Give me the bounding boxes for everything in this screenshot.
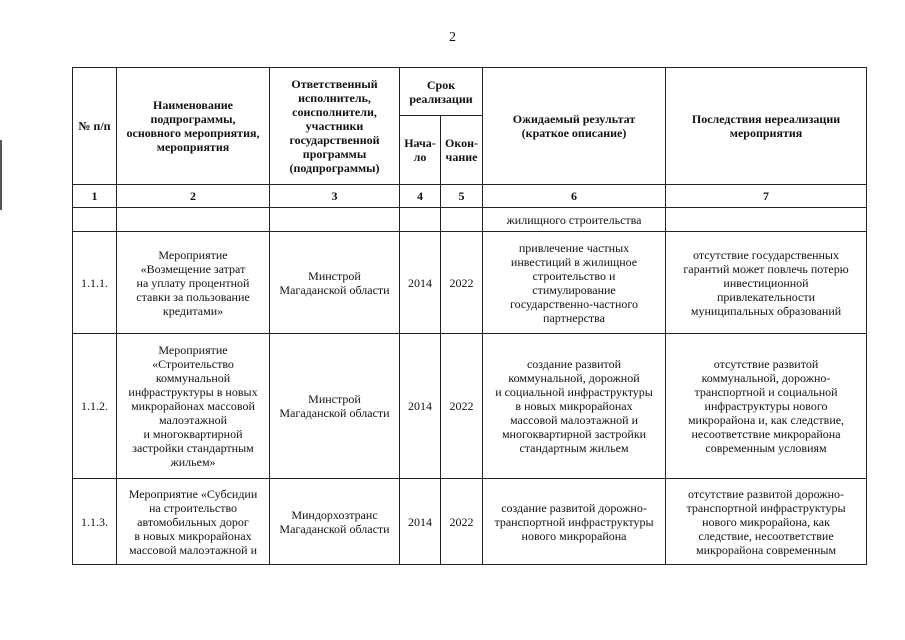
- header-term: Срок реализации: [400, 68, 483, 116]
- row-consequences: отсутствие государственных гарантий может повлечь потерю инвестиционной привлекательности муниципальных образований: [666, 232, 867, 334]
- row-result: привлечение частных инвестиций в жилищное строительство и стимулирование государственно-частного партнерства: [483, 232, 666, 334]
- row-end: 2022: [441, 232, 483, 334]
- header-result: Ожидаемый результат (краткое описание): [483, 68, 666, 185]
- column-number: 2: [117, 185, 270, 208]
- column-numbers-row: [73, 185, 867, 208]
- column-number: 1: [73, 185, 117, 208]
- table-row: [73, 232, 867, 334]
- margin-mark: [0, 140, 2, 210]
- column-number: 3: [270, 185, 400, 208]
- row-num: 1.1.1.: [73, 232, 117, 334]
- row-responsible: Минстрой Магаданской области: [270, 232, 400, 334]
- column-number: 5: [441, 185, 483, 208]
- row-consequences: отсутствие развитой дорожно- транспортной инфраструктуры нового микрорайона, как следствие, несоответствие микрорайона современным: [666, 479, 867, 565]
- table-row: [73, 479, 867, 565]
- row-num: 1.1.3.: [73, 479, 117, 565]
- column-number: 6: [483, 185, 666, 208]
- header-responsible: Ответственный исполнитель, соисполнители, участники государственной программы (подпрограммы): [270, 68, 400, 185]
- header-name: Наименование подпрограммы, основного мероприятия, мероприятия: [117, 68, 270, 185]
- column-number: 4: [400, 185, 441, 208]
- row-start: 2014: [400, 479, 441, 565]
- column-number: 7: [666, 185, 867, 208]
- header-start: Нача- ло: [400, 116, 441, 185]
- row-end: 2022: [441, 479, 483, 565]
- row-name: Мероприятие «Возмещение затрат на уплату процентной ставки за пользование кредитами»: [117, 232, 270, 334]
- header-end: Окон- чание: [441, 116, 483, 185]
- row-result: создание развитой дорожно- транспортной инфраструктуры нового микрорайона: [483, 479, 666, 565]
- row-consequences: отсутствие развитой коммунальной, дорожно- транспортной и социальной инфраструктуры нового микрорайона и, как следствие, несоответствие микрорайона современным условиям: [666, 334, 867, 479]
- table-row: [73, 334, 867, 479]
- page-number: 2: [449, 30, 456, 45]
- row-name: Мероприятие «Субсидии на строительство автомобильных дорог в новых микрорайонах массовой малоэтажной и: [117, 479, 270, 565]
- header-num: № п/п: [73, 68, 117, 185]
- row-name: Мероприятие «Строительство коммунальной инфраструктуры в новых микрорайонах массовой малоэтажной и многоквартирной застройки стандартным жильем»: [117, 334, 270, 479]
- continuation-result: жилищного строительства: [483, 208, 666, 232]
- row-result: создание развитой коммунальной, дорожной и социальной инфраструктуры в новых микрорайонах массовой малоэтажной и многоквартирной застройки стандартным жильем: [483, 334, 666, 479]
- continuation-row: [73, 208, 867, 232]
- row-responsible: Минстрой Магаданской области: [270, 334, 400, 479]
- header-consequences: Последствия нереализации мероприятия: [666, 68, 867, 185]
- row-responsible: Миндорхозтранс Магаданской области: [270, 479, 400, 565]
- row-start: 2014: [400, 232, 441, 334]
- row-start: 2014: [400, 334, 441, 479]
- row-num: 1.1.2.: [73, 334, 117, 479]
- row-end: 2022: [441, 334, 483, 479]
- program-table: [72, 67, 867, 565]
